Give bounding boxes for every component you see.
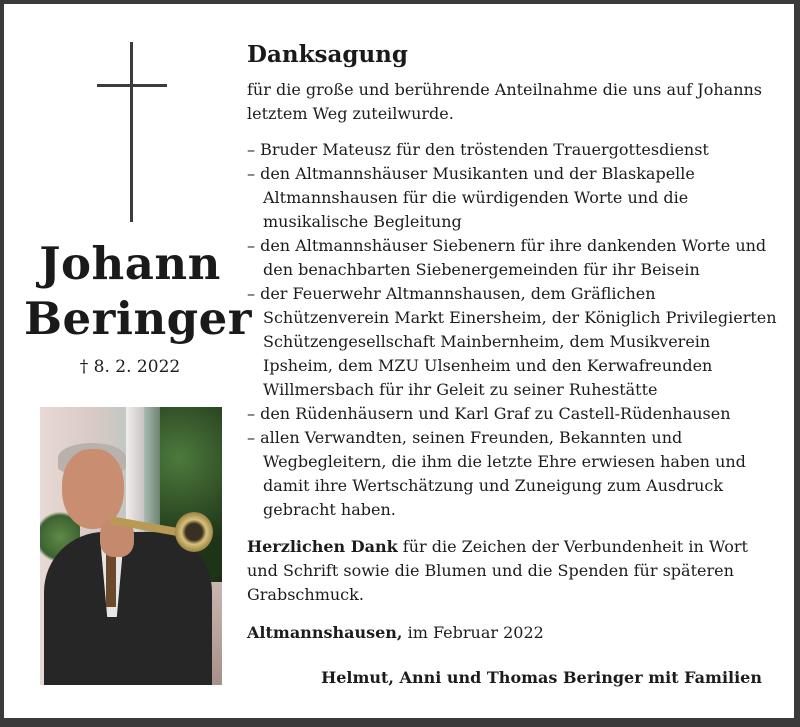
list-item: – den Altmannshäuser Siebenern für ihre dankenden Worte und den benachbarten Siebenergemeinden für ihr Beisein (247, 236, 767, 279)
notice-text (247, 40, 777, 645)
list-item: – allen Verwandten, seinen Freunden, Bekannten und Wegbegleitern, die ihm die letzte Ehre erwiesen haben und damit ihre Wertschätzung und Zuneigung zum Ausdruck gebracht haben. (247, 428, 746, 519)
list-item: – Bruder Mateusz für den tröstenden Trauergottesdienst (247, 140, 709, 159)
list-item: – der Feuerwehr Altmannshausen, dem Gräflichen Schützenverein Markt Einersheim, der Königlich Privilegierten Schützengesellschaft Mainbernheim, dem Musikverein Ipsheim, dem MZU Ulsenheim und den Kerwafreunden Willmersbach für ihr Geleit zu seiner Ruhestätte (247, 284, 777, 399)
family-signature: Helmut, Anni und Thomas Beringer mit Familien (321, 668, 762, 687)
cross-icon (130, 42, 133, 222)
deceased-first-name: Johann (39, 237, 221, 290)
obituary-card (4, 4, 794, 718)
notice-intro: für die große und berührende Anteilnahme die uns auf Johanns letztem Weg zuteilwurde. (247, 80, 763, 123)
thanks-paragraph (247, 535, 777, 607)
thanks-rest: für die Zeichen der Verbundenheit in Wort und Schrift sowie die Blumen und die Spenden für späteren Grabschmuck. (247, 537, 748, 604)
deceased-last-name: Beringer (24, 292, 252, 345)
cross-icon-bar (97, 84, 167, 87)
place-name: Altmannshausen, (247, 623, 403, 642)
place-month: im Februar 2022 (402, 623, 544, 642)
thanks-list (247, 138, 777, 522)
notice-title: Danksagung (247, 41, 408, 68)
list-item: – den Rüdenhäusern und Karl Graf zu Castell-Rüdenhausen (247, 404, 731, 423)
place-date (247, 621, 777, 645)
portrait-photo (40, 407, 222, 685)
thanks-bold: Herzlichen Dank (247, 537, 398, 556)
list-item: – den Altmannshäuser Musikanten und der Blaskapelle Altmannshausen für die würdigenden Worte und die musikalische Begleitung (247, 164, 695, 231)
death-date: † 8. 2. 2022 (79, 357, 181, 377)
